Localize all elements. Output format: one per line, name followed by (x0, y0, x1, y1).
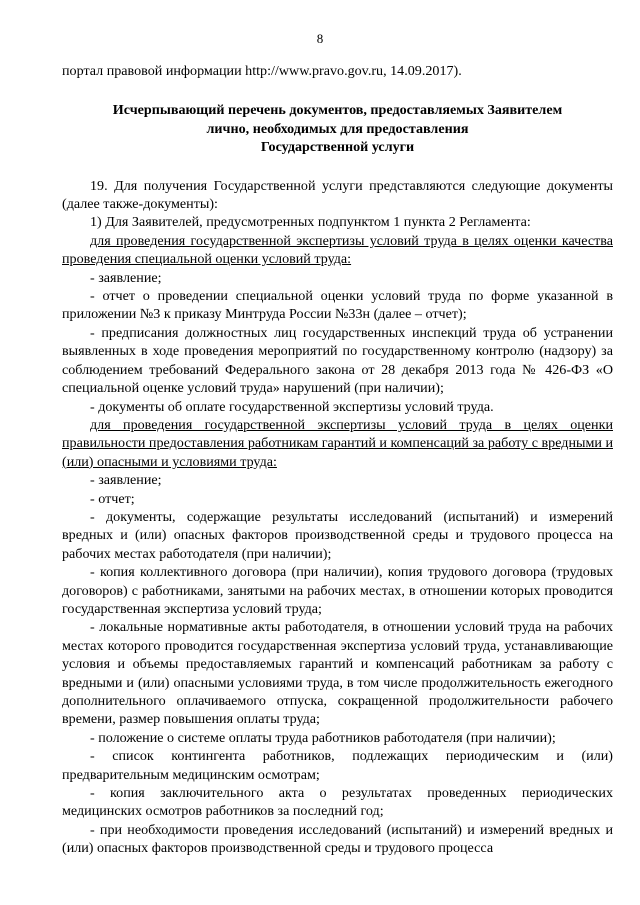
heading-line-3: Государственной услуги (260, 139, 415, 156)
list-item: - локальные нормативные акты работодателя, в отношении условий труда на рабочих местах которого проводится государственная экспертиза условий труда, устанавливающие условия и объемы предоставляемых гарантий и компенсаций работникам за работу с вредными и (или) опасными условиями труда, в том числе продолжительность ежегодного дополнительного оплачиваемого отпуска, сокращенной продолжительности рабочего времени, размер повышения оплаты труда; (62, 619, 613, 728)
list-item: - при необходимости проведения исследований (испытаний) и измерений вредных и (или) опасных факторов производственной среды и трудового процесса (62, 821, 613, 857)
intro-line: портал правовой информации http://www.pravo.gov.ru, 14.09.2017). (62, 63, 462, 79)
section-a-title (62, 232, 613, 269)
paragraph-19: 19. Для получения Государственной услуги представляются следующие документы (далее также-документы): (62, 177, 613, 213)
page-number: 8 (316, 31, 324, 46)
list-item: - копия заключительного акта о результатах проведенных периодических медицинских осмотров работников за последний год; (62, 785, 613, 820)
list-item: - копия коллективного договора (при наличии), копия трудового договора (трудовых договоров) с работниками, занятыми на рабочих местах, в отношении которых проводится государственная экспертиза условий труда; (62, 564, 613, 617)
list-item: - отчет о проведении специальной оценки условий труда по форме указанной в приложении №3 к приказу Минтруда России №33н (далее – отчет); (62, 288, 613, 323)
list-item: - предписания должностных лиц государственных инспекций труда об устранении выявленных в ходе проведения мероприятий по государственному контролю (надзору) за соблюдением требований Федерального закона от 28 декабря 2013 года № 426-ФЗ «О специальной оценке условий труда» нарушений (при наличии); (62, 324, 613, 397)
list-item: - документы, содержащие результаты исследований (испытаний) и измерений вредных и (или) опасных факторов производственной среды и трудового процесса на рабочих местах работодателя (при наличии); (62, 508, 613, 562)
document-body (62, 62, 613, 858)
heading-line-1: Исчерпывающий перечень документов, предоставляемых Заявителем (112, 102, 563, 119)
subparagraph-1: 1) Для Заявителей, предусмотренных подпунктом 1 пункта 2 Регламента: (90, 214, 531, 231)
list-item: - заявление; (90, 269, 162, 286)
heading-line-2: лично, необходимых для предоставления (206, 120, 469, 137)
list-item: - положение о системе оплаты труда работников работодателя (при наличии); (90, 729, 556, 746)
list-item: - документы об оплате государственной экспертизы условий труда. (90, 398, 494, 415)
section-b-title-text: для проведения государственной экспертизы условий труда в целях оценки правильности предоставления работникам гарантий и компенсаций за работу с вредными и (или) опасными и условиями труда: (62, 416, 613, 470)
section-heading (62, 101, 613, 156)
list-item: - отчет; (90, 490, 135, 507)
list-item: - заявление; (90, 472, 162, 489)
section-a-title-text: для проведения государственной экспертизы условий труда в целях оценки качества проведения специальной оценки условий труда: (62, 232, 613, 268)
section-b-title (62, 416, 613, 471)
list-item: - список контингента работников, подлежащих периодическим и (или) предварительным медицинским осмотрам; (62, 748, 613, 783)
